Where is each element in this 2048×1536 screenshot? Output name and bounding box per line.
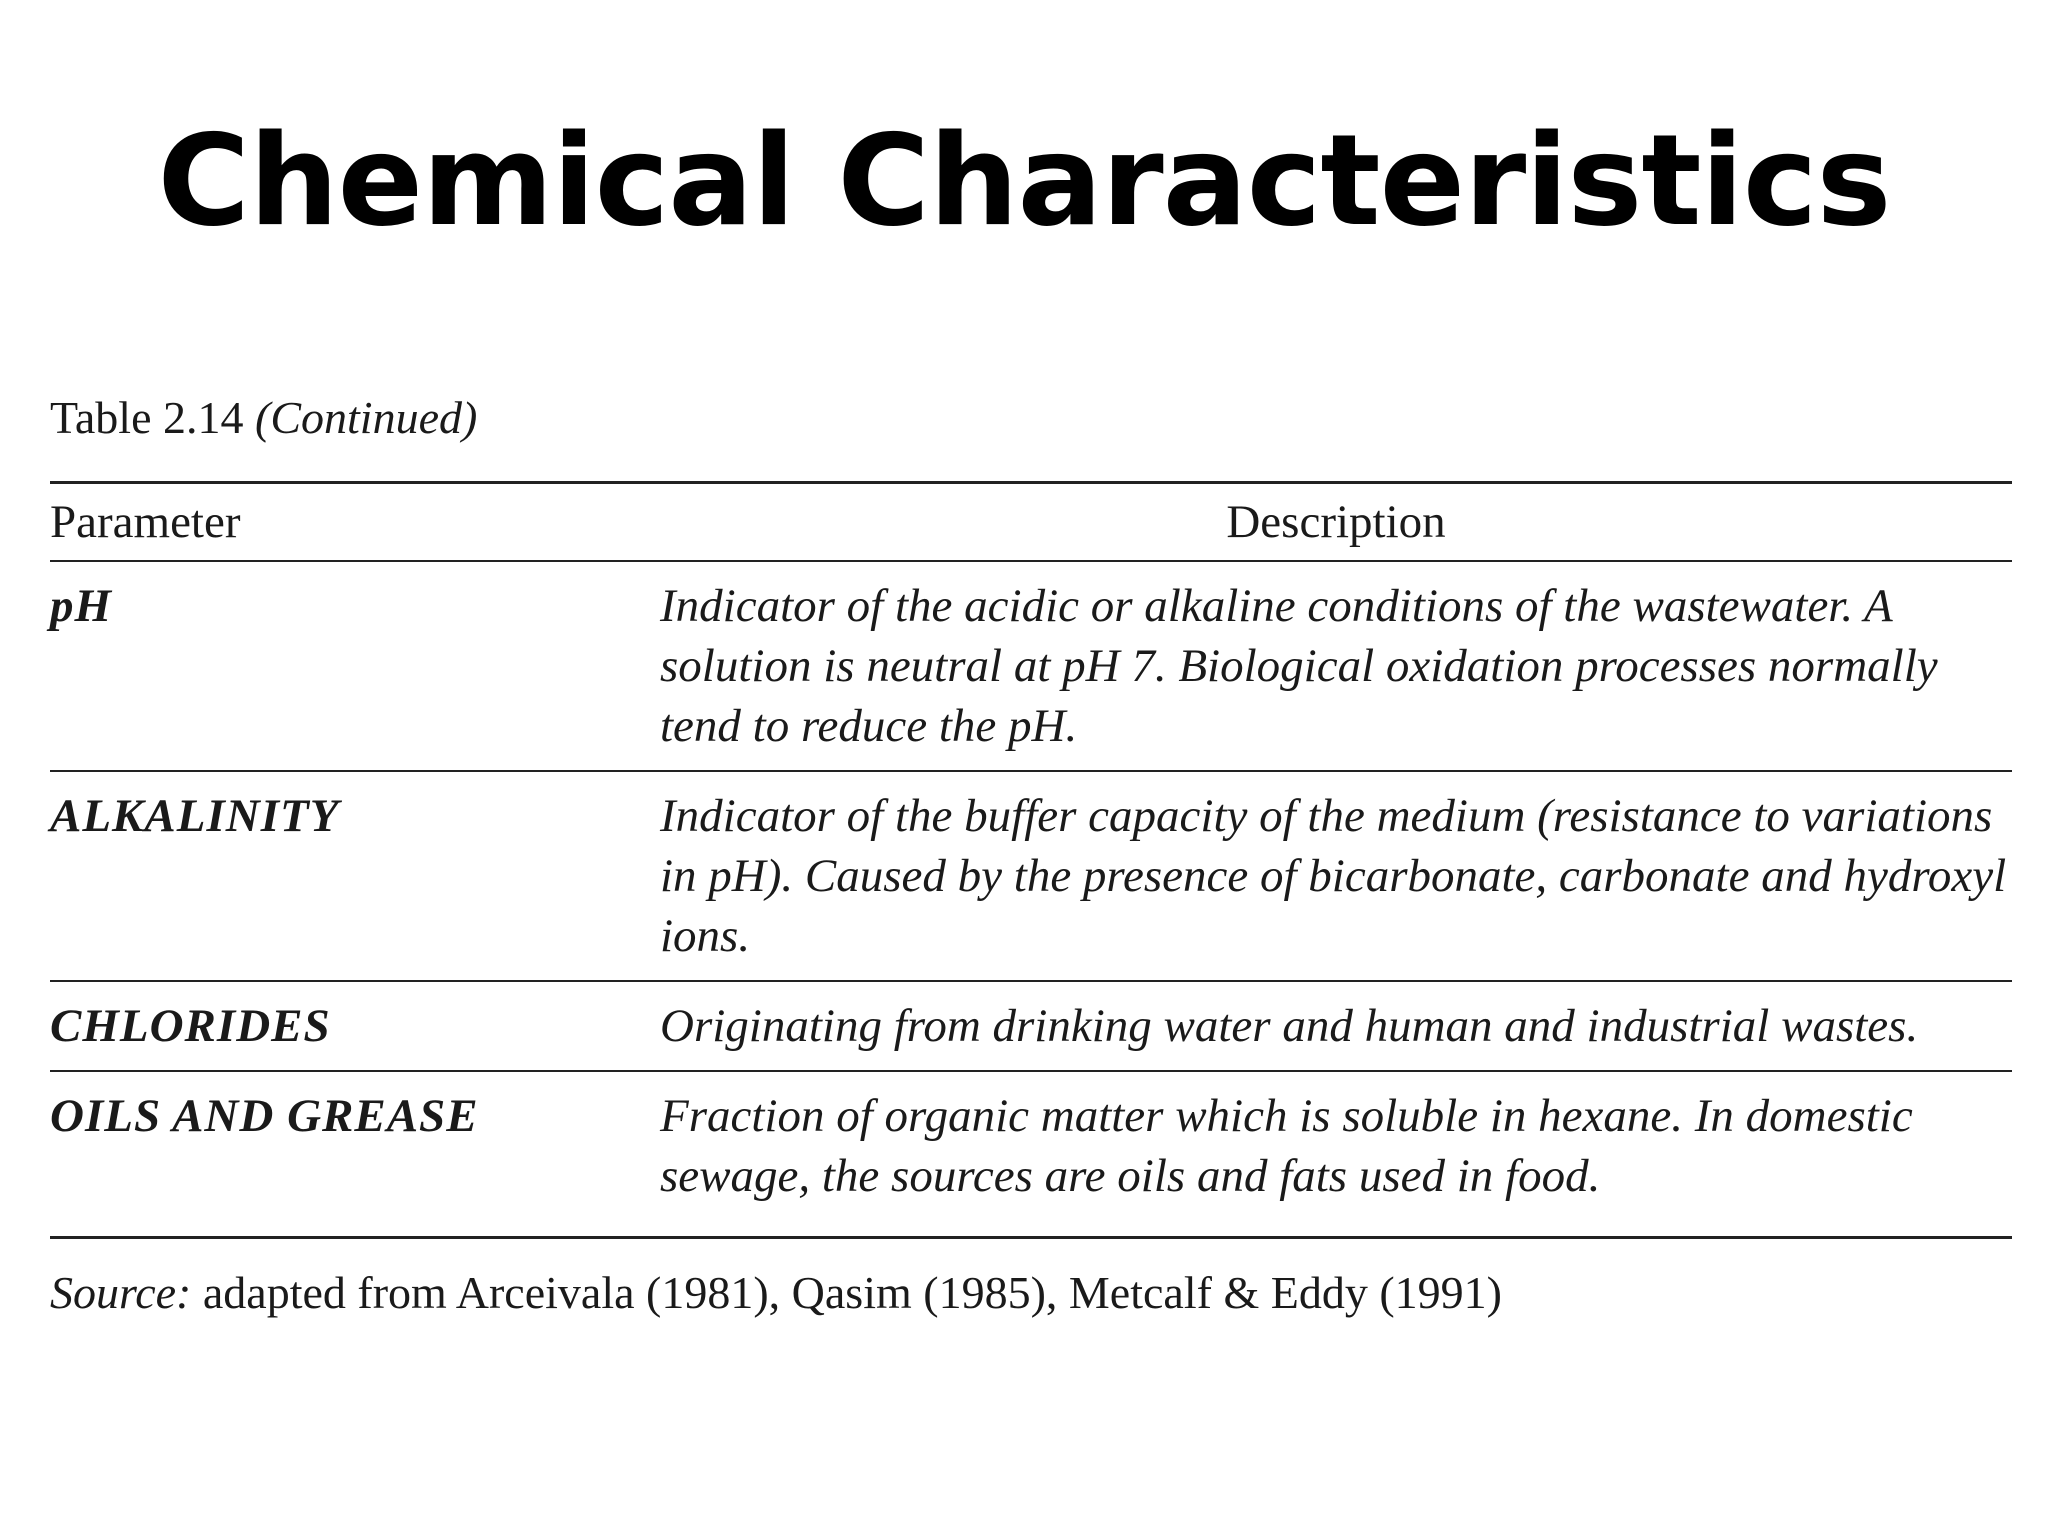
column-header-description: Description [660, 483, 2012, 562]
parameter-table-block [50, 392, 2012, 1320]
table-row [50, 771, 2012, 981]
table-source-note [50, 1265, 2012, 1320]
description-cell: Indicator of the acidic or alkaline conditions of the wastewater. A solution is neutral at pH 7. Biological oxidation processes normally tend to reduce the pH. [660, 561, 2012, 771]
table-header-row [50, 483, 2012, 562]
parameter-cell: ALKALINITY [50, 771, 660, 981]
table-caption [50, 392, 2012, 443]
table-caption-continued: (Continued) [255, 392, 478, 443]
table-row [50, 1071, 2012, 1238]
source-label: Source: [50, 1267, 192, 1318]
parameter-cell: OILS AND GREASE [50, 1090, 479, 1142]
parameter-cell: pH [50, 561, 660, 771]
table-row [50, 561, 2012, 771]
table-row [50, 981, 2012, 1071]
slide-title: Chemical Characteristics [157, 107, 1891, 254]
parameter-table [50, 481, 2012, 1239]
parameter-cell: CHLORIDES [50, 981, 660, 1071]
column-header-parameter: Parameter [50, 483, 660, 562]
table-caption-number: Table 2.14 [50, 392, 244, 443]
description-cell: Indicator of the buffer capacity of the medium (resistance to variations in pH). Caused by the presence of bicarbonate, carbonate and hydroxyl ions. [660, 771, 2012, 981]
source-text: adapted from Arceivala (1981), Qasim (1985), Metcalf & Eddy (1991) [202, 1267, 1502, 1318]
description-cell: Originating from drinking water and human and industrial wastes. [660, 981, 2012, 1071]
description-cell: Fraction of organic matter which is soluble in hexane. In domestic sewage, the sources are oils and fats used in food. [660, 1090, 1913, 1202]
